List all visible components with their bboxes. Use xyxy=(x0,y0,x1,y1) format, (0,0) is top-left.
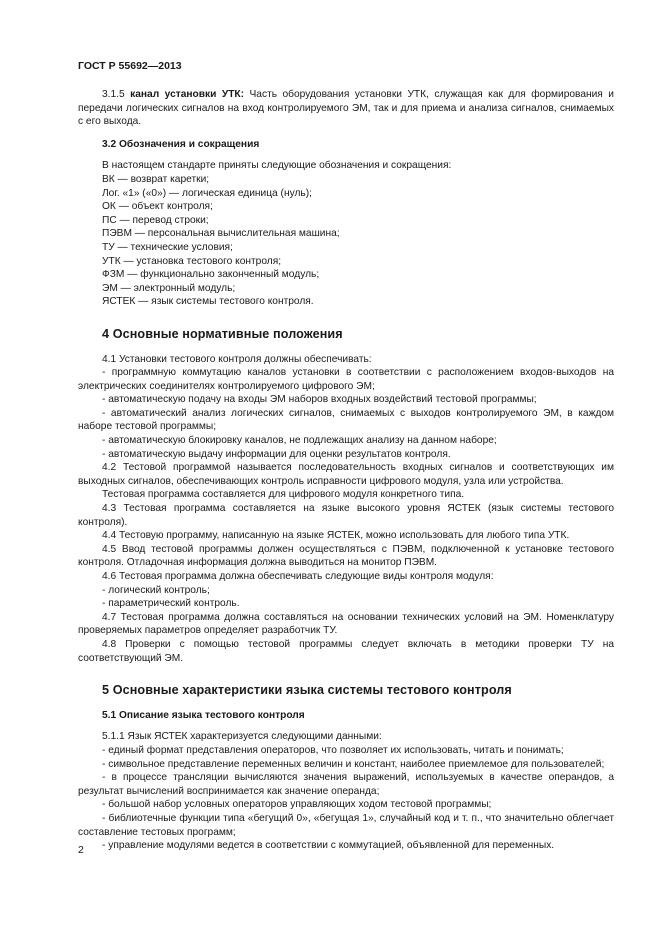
section-5-para: 5.1.1 Язык ЯСТЕК характеризуется следующими данными: xyxy=(102,731,382,743)
section-5-para: - библиотечные функции типа «бегущий 0», «бегущая 1», случайный код и т. п., что значительно облегчает составление тестовых программ; xyxy=(78,812,614,838)
section-4-para: - автоматическую выдачу информации для оценки результатов контроля. xyxy=(102,448,451,460)
document-header: ГОСТ Р 55692—2013 xyxy=(78,60,182,72)
abbreviation-item: УТК — установка тестового контроля; xyxy=(102,255,282,267)
abbreviation-item: Лог. «1» («0») — логическая единица (нуль); xyxy=(102,187,312,199)
abbreviation-item: ЭМ — электронный модуль; xyxy=(102,282,236,294)
definition-number: 3.1.5 xyxy=(102,89,125,100)
section-5-para: - символьное представление переменных величин и констант, наиболее приемлемое для пользователей; xyxy=(102,758,605,770)
section-4-para: - автоматическую блокировку каналов, не подлежащих анализу на данном наборе; xyxy=(102,435,497,447)
abbreviation-item: ФЗМ — функционально законченный модуль; xyxy=(102,269,320,281)
section-4-para: 4.2 Тестовой программой называется последовательность входных сигналов и соответствующих им выходных сигналов, обеспечивающих контроль исправности цифрового модуля, узла или устройства. xyxy=(78,462,614,487)
section-5-1-title: 5.1 Описание языка тестового контроля xyxy=(102,709,305,721)
section-5-para: - управление модулями ведется в соответствии с коммутацией, объявленной для переменных. xyxy=(102,840,555,852)
abbreviation-item: ТУ — технические условия; xyxy=(102,241,233,253)
definition-term: канал установки УТК: xyxy=(130,89,245,100)
section-4-para: - логический контроль; xyxy=(102,584,210,596)
abbreviation-item: ВК — возврат каретки; xyxy=(102,173,210,185)
section-4-para: 4.6 Тестовая программа должна обеспечивать следующие виды контроля модуля: xyxy=(102,571,494,582)
document-body xyxy=(78,88,614,853)
section-3-2-title: 3.2 Обозначения и сокращения xyxy=(102,138,260,150)
section-5-para: - большой набор условных операторов управляющих ходом тестовой программы; xyxy=(102,799,492,811)
section-5-para: - в процессе трансляции вычисляются значения выражений, используемых в качестве операндов, а результат вычислений воспринимается как значение операнда; xyxy=(78,772,614,797)
abbreviation-item: ОК — объект контроля; xyxy=(102,201,213,213)
definition-text: Часть оборудования установки УТК, служащая как для формирования и передачи логических сигналов на вход контролируемого ЭМ, так и для приема и анализа сигналов, снимаемых с его выхода. xyxy=(78,89,614,128)
section-5-para: - единый формат представления операторов, что позволяет их использовать, читать и понимать; xyxy=(102,744,564,756)
abbreviation-list xyxy=(102,173,614,309)
abbreviation-item: ЯСТЕК — язык системы тестового контроля. xyxy=(102,296,314,308)
section-4-para: - автоматическую подачу на входы ЭМ наборов входных воздействий тестовой программы; xyxy=(102,394,537,406)
section-3-2-intro: В настоящем стандарте приняты следующие обозначения и сокращения: xyxy=(102,160,452,172)
section-4-para: - автоматический анализ логических сигналов, снимаемых с выходов контролируемого ЭМ, в каждом наборе тестовой программы; xyxy=(78,407,614,433)
section-4-para: 4.3 Тестовая программа составляется на языке высокого уровня ЯСТЕК (язык системы тестового контроля). xyxy=(78,503,614,528)
section-4-para: 4.1 Установки тестового контроля должны обеспечивать: xyxy=(102,353,372,365)
section-4-para: 4.8 Проверки с помощью тестовой программы следует включать в методики проверки ТУ на соответствующий ЭМ. xyxy=(78,638,614,664)
definition-3-1-5 xyxy=(78,88,614,129)
section-4-title: 4 Основные нормативные положения xyxy=(102,326,343,341)
section-4-para: 4.5 Ввод тестовой программы должен осуществляться с ПЭВМ, подключенной к установке тестового контроля. Отладочная информация должна выводиться на монитор ПЭВМ. xyxy=(78,543,614,569)
page-number: 2 xyxy=(78,844,84,856)
section-4-para: Тестовая программа составляется для цифрового модуля конкретного типа. xyxy=(102,489,465,501)
section-4-para: - параметрический контроль. xyxy=(102,598,240,610)
section-4-para: 4.7 Тестовая программа должна составляться на основании технических условий на ЭМ. Номенклатуру проверяемых параметров определяет разработчик ТУ. xyxy=(78,611,614,637)
section-4-para: - программную коммутацию каналов установки в соответствии с расположением входов-выходов на электрических соединителях контролируемого цифрового ЭМ; xyxy=(78,367,614,392)
abbreviation-item: ПС — перевод строки; xyxy=(102,214,209,226)
section-5-title: 5 Основные характеристики языка системы тестового контроля xyxy=(102,683,512,698)
abbreviation-item: ПЭВМ — персональная вычислительная машина; xyxy=(102,228,340,240)
section-4-para: 4.4 Тестовую программу, написанную на языке ЯСТЕК, можно использовать для любого типа УТК. xyxy=(102,530,570,542)
